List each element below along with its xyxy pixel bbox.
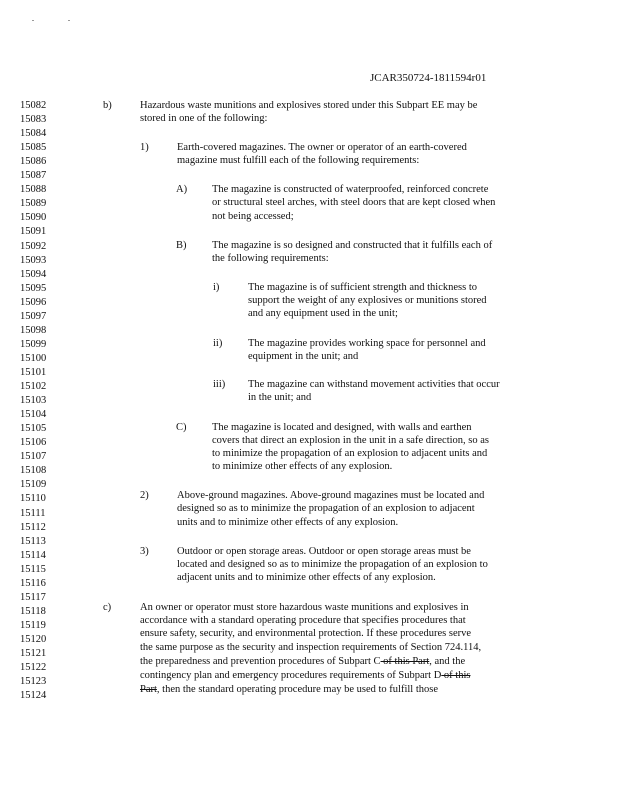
line-number: 15109 (20, 479, 47, 491)
text-line: The magazine is constructed of waterproofed, reinforced concrete (212, 184, 489, 195)
line-number: 15112 (20, 521, 46, 533)
paragraph-label-b1: 1) (140, 142, 149, 153)
text-line: An owner or operator must store hazardous waste munitions and explosives in (140, 602, 469, 613)
text-segment: the preparedness and prevention procedures of Subpart C (140, 656, 381, 667)
line-number: 15117 (20, 591, 46, 603)
text-line: the same purpose as the security and inspection requirements of Section 724.114, (140, 642, 482, 653)
paragraph-label-b3: 3) (140, 546, 149, 557)
line-number: 15088 (20, 184, 47, 196)
text-line: covers that direct an explosion in the unit in a safe direction, so as (212, 435, 490, 446)
line-number: 15114 (20, 549, 46, 561)
line-number: 15122 (20, 662, 47, 673)
line-number: 15100 (20, 352, 47, 364)
line-number: 15087 (20, 170, 47, 182)
paragraph-label-c: c) (103, 602, 112, 613)
paragraph-label-b1C: C) (176, 422, 187, 433)
text-segment: , and the (429, 656, 466, 667)
line-number: 15096 (20, 296, 47, 308)
text-line: magazine must fulfill each of the following requirements: (177, 155, 420, 166)
line-number: 15104 (20, 409, 47, 421)
line-number: 15124 (20, 690, 47, 702)
text-line: located and designed so as to minimize the propagation of an explosion to (177, 559, 488, 570)
line-number: 15085 (20, 142, 47, 154)
text-line: to minimize the propagation of an explosion to adjacent units and (212, 448, 488, 459)
line-number: 15123 (20, 676, 47, 688)
text-line: support the weight of any explosives or munitions stored (248, 295, 487, 306)
text-line: designed so as to minimize the propagation of an explosion to adjacent (177, 503, 475, 514)
line-number: 15091 (20, 226, 47, 238)
line-number: 15086 (20, 156, 47, 168)
text-line: Above-ground magazines. Above-ground magazines must be located and (177, 490, 485, 501)
line-number: 15101 (20, 366, 47, 378)
line-number: 15121 (20, 648, 47, 659)
text-line: accordance with a standard operating procedure that specifies procedures that (140, 615, 466, 626)
line-number: 15092 (20, 240, 47, 252)
line-number: 15108 (20, 465, 47, 477)
line-number: 15102 (20, 381, 47, 392)
line-number: 15103 (20, 395, 47, 407)
text-line: Earth-covered magazines. The owner or operator of an earth-covered (177, 142, 467, 153)
text-segment: contingency plan and emergency procedures requirements of Subpart D (140, 670, 442, 681)
text-line (140, 684, 438, 696)
paragraph-label-b1Bi: i) (213, 282, 220, 293)
text-line: Outdoor or open storage areas. Outdoor or open storage areas must be (177, 546, 471, 557)
text-line: not being accessed; (212, 211, 294, 222)
line-number: 15110 (20, 493, 46, 505)
line-number: 15090 (20, 212, 47, 224)
line-number: 15095 (20, 282, 47, 294)
line-number: 15115 (20, 563, 46, 575)
line-number: 15094 (20, 268, 47, 280)
text-line: equipment in the unit; and (248, 351, 359, 362)
text-segment: , then the standard operating procedure may be used to fulfill those (156, 684, 439, 695)
line-number: 15119 (20, 619, 46, 631)
text-line: The magazine provides working space for personnel and (248, 338, 486, 349)
text-line (140, 670, 470, 682)
line-number: 15089 (20, 198, 47, 210)
paragraph-label-b1Biii: iii) (213, 379, 226, 390)
paragraph-label-b1B: B) (176, 240, 187, 251)
text-line: or structural steel arches, with steel doors that are kept closed when (212, 197, 496, 208)
scan-speck (68, 20, 70, 21)
text-line: The magazine is located and designed, with walls and earthen (212, 422, 472, 433)
text-line: and any equipment used in the unit; (248, 308, 398, 319)
text-line: Hazardous waste munitions and explosives stored under this Subpart EE may be (140, 100, 478, 111)
text-line: adjacent units and to minimize other effects of any explosion. (177, 572, 436, 583)
line-number: 15120 (20, 633, 47, 645)
document-id: JCAR350724-1811594r01 (370, 72, 487, 84)
text-line (140, 656, 465, 668)
line-number: 15105 (20, 423, 47, 435)
line-number: 15118 (20, 605, 46, 617)
paragraph-label-b1A: A) (176, 184, 188, 195)
deleted-text: of this (441, 670, 471, 681)
line-number: 15093 (20, 254, 47, 266)
text-line: The magazine can withstand movement activities that occur (248, 379, 500, 390)
text-line: to minimize other effects of any explosion. (212, 461, 393, 472)
text-line: ensure safety, security, and environmental protection. If these procedures serve (140, 628, 472, 639)
line-number: 15084 (20, 128, 47, 140)
line-number: 15082 (20, 100, 47, 111)
text-line: units and to minimize other effects of any explosion. (177, 517, 399, 528)
line-number: 15113 (20, 535, 46, 547)
paragraph-label-b: b) (103, 100, 112, 111)
line-number: 15116 (20, 577, 46, 589)
paragraph-label-b1Bii: ii) (213, 338, 223, 349)
line-number: 15107 (20, 451, 47, 463)
text-line: in the unit; and (248, 392, 312, 403)
text-line: stored in one of the following: (140, 113, 268, 124)
line-number: 15098 (20, 324, 47, 336)
line-number: 15097 (20, 310, 47, 322)
text-line: The magazine is of sufficient strength and thickness to (248, 282, 477, 293)
paragraph-label-b2: 2) (140, 490, 149, 501)
line-number: 15083 (20, 114, 47, 125)
scan-speck (32, 20, 34, 21)
line-number: 15099 (20, 338, 47, 350)
text-line: the following requirements: (212, 253, 329, 264)
deleted-text: Part (140, 684, 157, 695)
deleted-text: of this Part (380, 656, 430, 667)
text-line: The magazine is so designed and constructed that it fulfills each of (212, 240, 493, 251)
line-number: 15111 (20, 507, 46, 519)
line-number: 15106 (20, 437, 47, 449)
